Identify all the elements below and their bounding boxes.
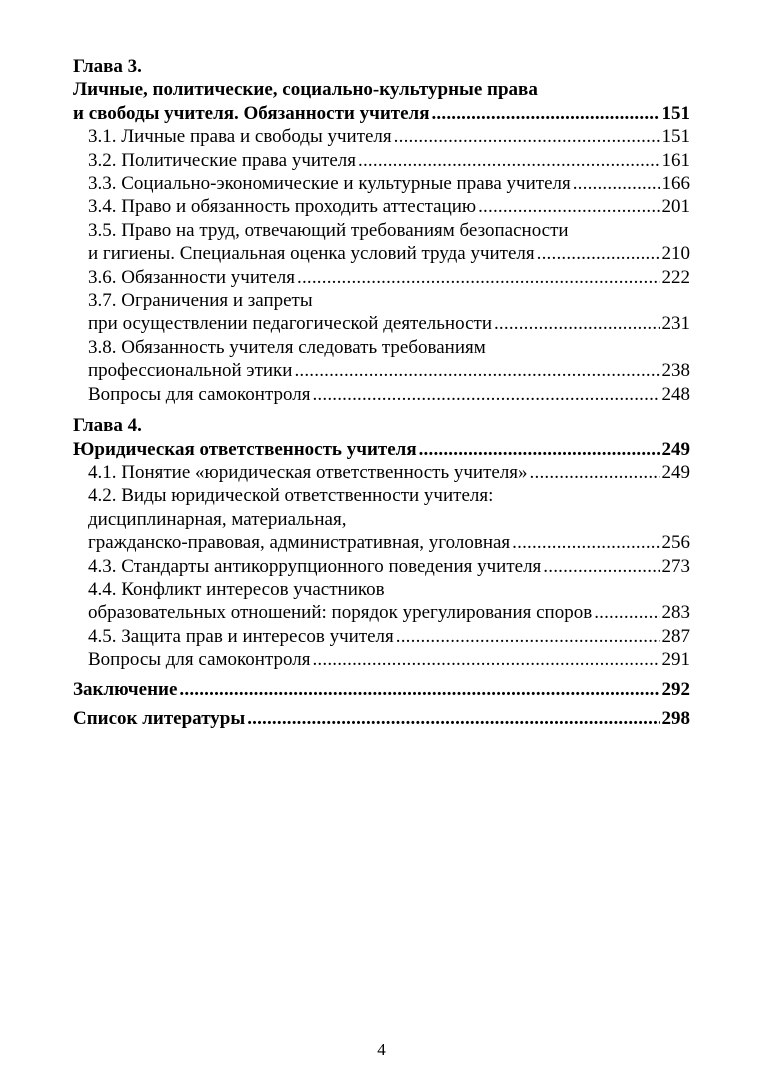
- page-ref: 273: [661, 555, 690, 577]
- page-number: 4: [377, 1040, 386, 1059]
- page-ref: 161: [661, 149, 690, 171]
- chapter-3-heading: Глава 3.: [73, 56, 142, 77]
- page-ref: 298: [661, 707, 690, 729]
- toc-entry-3-6[interactable]: 3.6. Обязанности учителя ..... 222: [73, 266, 690, 289]
- toc-entry-3-7[interactable]: при осуществлении педагогической деятельности ..... 231: [73, 312, 690, 335]
- toc-entry-4-questions[interactable]: Вопросы для самоконтроля ..... 291: [73, 648, 690, 671]
- toc-entry-chapter-4[interactable]: Юридическая ответственность учителя ..... 249: [73, 438, 690, 461]
- toc-entry-4-3[interactable]: 4.3. Стандарты антикоррупционного поведения учителя ..... 273: [73, 555, 690, 578]
- page-ref: 210: [661, 243, 690, 265]
- dot-leader: [312, 648, 659, 671]
- page-ref: 151: [661, 102, 690, 124]
- page-ref: 248: [661, 383, 690, 405]
- dot-leader: [543, 555, 659, 578]
- page-ref: 291: [661, 649, 690, 671]
- chapter-3-title-line1: Личные, политические, социально-культурные права: [73, 79, 538, 101]
- toc-entry-4-1[interactable]: 4.1. Понятие «юридическая ответственность учителя» ..... 249: [73, 461, 690, 484]
- dot-leader: [247, 707, 659, 730]
- toc-entry-4-4-line1[interactable]: 4.4. Конфликт интересов участников: [88, 578, 385, 600]
- chapter-4-heading: Глава 4.: [73, 415, 142, 437]
- dot-leader: [594, 601, 659, 624]
- dot-leader: [312, 383, 659, 406]
- toc-entry-3-8-line1[interactable]: 3.8. Обязанность учителя следовать требованиям: [88, 336, 486, 358]
- page-ref: 222: [661, 266, 690, 288]
- toc-entry-3-4[interactable]: 3.4. Право и обязанность проходить аттестацию ..... 201: [73, 195, 690, 218]
- dot-leader: [530, 461, 660, 484]
- page-ref: 256: [661, 532, 690, 554]
- dot-leader: [478, 195, 659, 218]
- dot-leader: [358, 149, 659, 172]
- page-ref: 249: [661, 438, 690, 460]
- toc-entry-3-5-line1[interactable]: 3.5. Право на труд, отвечающий требованиям безопасности: [88, 219, 569, 241]
- toc-entry-4-4[interactable]: образовательных отношений: порядок урегулирования споров ..... 283: [73, 601, 690, 624]
- dot-leader: [512, 531, 659, 554]
- page-ref: 231: [661, 313, 690, 335]
- toc-entry-3-2[interactable]: 3.2. Политические права учителя ..... 161: [73, 149, 690, 172]
- toc-entry-3-3[interactable]: 3.3. Социально-экономические и культурные права учителя ..... 166: [73, 172, 690, 195]
- toc-entry-chapter-3[interactable]: и свободы учителя. Обязанности учителя ..... 151: [73, 102, 690, 125]
- toc-entry-4-2-line1[interactable]: 4.2. Виды юридической ответственности учителя:: [88, 485, 494, 507]
- toc-entry-3-8[interactable]: профессиональной этики ..... 238: [73, 359, 690, 382]
- toc-entry-4-5[interactable]: 4.5. Защита прав и интересов учителя ..... 287: [73, 625, 690, 648]
- page-ref: 287: [661, 625, 690, 647]
- toc-entry-3-5[interactable]: и гигиены. Специальная оценка условий труда учителя ..... 210: [73, 242, 690, 265]
- page-ref: 238: [661, 360, 690, 382]
- page-ref: 201: [661, 196, 690, 218]
- toc-entry-conclusion[interactable]: Заключение ..... 292: [73, 678, 690, 701]
- page-ref: 249: [661, 461, 690, 483]
- toc-entry-4-2[interactable]: гражданско-правовая, административная, уголовная ..... 256: [73, 531, 690, 554]
- dot-leader: [396, 625, 660, 648]
- toc-entry-4-2-line2[interactable]: дисциплинарная, материальная,: [88, 508, 347, 530]
- dot-leader: [419, 438, 660, 461]
- page-ref: 151: [661, 126, 690, 148]
- page-ref: 283: [661, 602, 690, 624]
- dot-leader: [494, 312, 660, 335]
- toc-entry-3-7-line1[interactable]: 3.7. Ограничения и запреты: [88, 290, 313, 312]
- dot-leader: [294, 359, 659, 382]
- page-ref: 292: [661, 678, 690, 700]
- dot-leader: [537, 242, 660, 265]
- dot-leader: [179, 678, 659, 701]
- table-of-contents: [73, 55, 690, 730]
- toc-entry-3-questions[interactable]: Вопросы для самоконтроля ..... 248: [73, 383, 690, 406]
- toc-entry-references[interactable]: Список литературы ..... 298: [73, 707, 690, 730]
- dot-leader: [394, 125, 660, 148]
- page-ref: 166: [661, 173, 690, 195]
- dot-leader: [297, 266, 660, 289]
- dot-leader: [573, 172, 660, 195]
- toc-entry-3-1[interactable]: 3.1. Личные права и свободы учителя ..... 151: [73, 125, 690, 148]
- dot-leader: [431, 102, 659, 125]
